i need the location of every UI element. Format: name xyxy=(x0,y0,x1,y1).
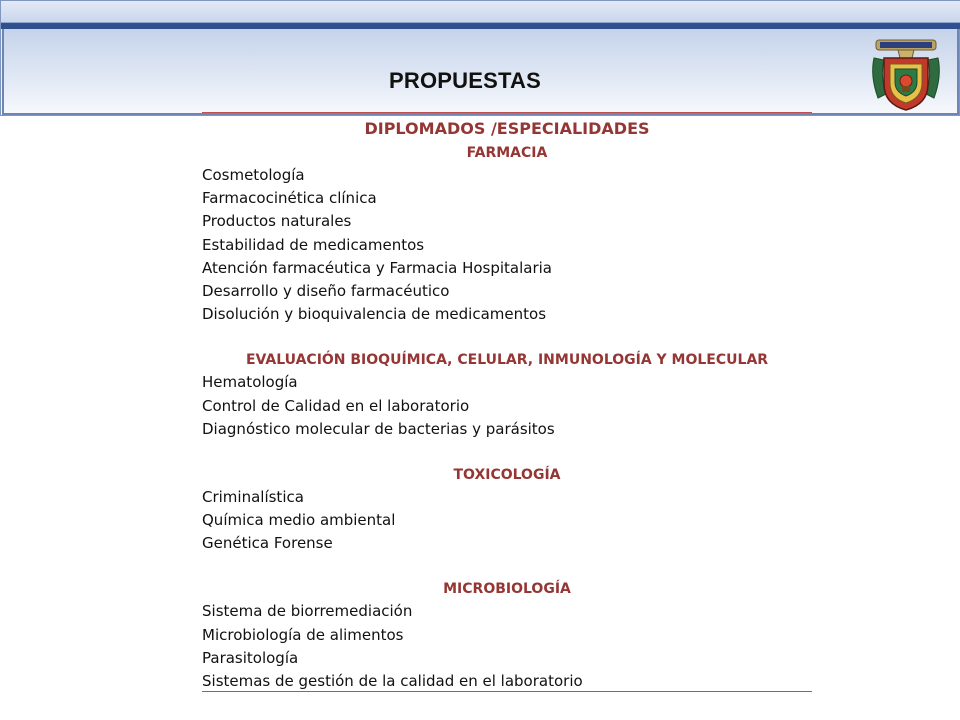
main-heading: DIPLOMADOS /ESPECIALIDADES xyxy=(364,119,650,138)
list-item: Criminalística xyxy=(202,487,304,506)
section-gap xyxy=(202,555,812,578)
page-title: PROPUESTAS xyxy=(389,68,541,93)
top-divider xyxy=(202,112,812,113)
slide-header xyxy=(0,0,960,116)
bottom-divider xyxy=(202,691,812,692)
list-item: Sistemas de gestión de la calidad en el laboratorio xyxy=(202,672,583,690)
list-item: Farmacocinética clínica xyxy=(202,189,377,208)
section-heading-farmacia: FARMACIA xyxy=(466,145,548,161)
section-heading-toxicologia: TOXICOLOGÍA xyxy=(453,466,561,483)
section-gap xyxy=(202,441,812,464)
list-item: Sistema de biorremediación xyxy=(202,602,413,621)
list-item: Atención farmacéutica y Farmacia Hospitalaria xyxy=(202,258,552,277)
list-item: Hematología xyxy=(202,373,298,392)
list-item: Productos naturales xyxy=(202,212,352,231)
list-item: Parasitología xyxy=(202,648,299,667)
university-crest-icon xyxy=(868,36,944,112)
list-item: Cosmetología xyxy=(202,166,305,184)
list-item: Control de Calidad en el laboratorio xyxy=(202,396,470,415)
list-item: Desarrollo y diseño farmacéutico xyxy=(202,281,450,300)
header-top-strip xyxy=(1,1,960,23)
section-gap xyxy=(202,326,812,349)
list-item: Disolución y bioquivalencia de medicamentos xyxy=(202,305,547,324)
list-item: Química medio ambiental xyxy=(202,511,396,530)
section-heading-microbiologia: MICROBIOLOGÍA xyxy=(443,581,571,598)
list-item: Genética Forense xyxy=(202,534,333,553)
list-item: Diagnóstico molecular de bacterias y parásitos xyxy=(202,419,555,438)
list-item: Microbiología de alimentos xyxy=(202,625,404,644)
section-heading-evaluacion: EVALUACIÓN BIOQUÍMICA, CELULAR, INMUNOLOGÍA Y MOLECULAR xyxy=(245,352,769,369)
proposals-content xyxy=(202,116,812,693)
list-item: Estabilidad de medicamentos xyxy=(202,235,425,254)
